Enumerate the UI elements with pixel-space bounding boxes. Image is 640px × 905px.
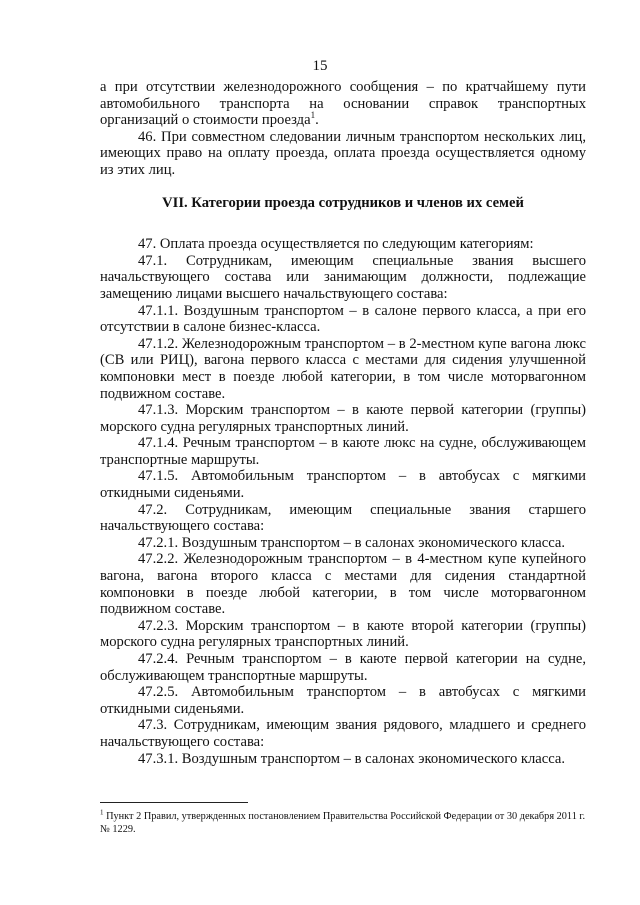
paragraph-47-2-1: 47.2.1. Воздушным транспортом – в салонах экономического класса. bbox=[138, 534, 566, 551]
paragraph-47-3-1: 47.3.1. Воздушным транспортом – в салонах экономического класса. bbox=[138, 750, 566, 767]
paragraph-47-2-4: 47.2.4. Речным транспортом – в каюте первой категории на судне, обслуживающем транспортные маршруты. bbox=[100, 651, 586, 684]
document-body bbox=[100, 79, 586, 767]
paragraph-47: 47. Оплата проезда осуществляется по следующим категориям: bbox=[138, 236, 534, 253]
paragraph-47-1-4: 47.1.4. Речным транспортом – в каюте люкс на судне, обслуживающем транспортные маршруты. bbox=[100, 435, 586, 468]
paragraph-47-1-5: 47.1.5. Автомобильным транспортом – в автобусах с мягкими откидными сиденьями. bbox=[100, 468, 586, 502]
footnote-reference: 1 bbox=[310, 110, 316, 121]
paragraph-text: а при отсутствии железнодорожного сообщения – по кратчайшему пути автомобильного транспорта на основании справок транспортных организаций о стоимости проезда bbox=[100, 79, 586, 129]
paragraph-47-3: 47.3. Сотрудникам, имеющим звания рядового, младшего и среднего начальствующего состава: bbox=[100, 717, 586, 750]
page-number: 15 bbox=[312, 58, 328, 74]
paragraph-47-2: 47.2. Сотрудникам, имеющим специальные звания старшего начальствующего состава: bbox=[100, 501, 586, 535]
paragraph-47-1-1: 47.1.1. Воздушным транспортом – в салоне первого класса, а при его отсутствии в салоне бизнес-класса. bbox=[100, 302, 586, 336]
paragraph-continuation: а при отсутствии железнодорожного сообщения – по кратчайшему пути автомобильного транспорта на основании справок транспортных организаций о стоимости проезда$^1$. bbox=[100, 79, 586, 129]
footnote-marker: 1 bbox=[100, 808, 104, 817]
paragraph-47-2-5: 47.2.5. Автомобильным транспортом – в автобусах с мягкими откидными сиденьями. bbox=[100, 684, 586, 717]
paragraph-47-1: 47.1. Сотрудникам, имеющим специальные звания высшего начальствующего состава или занимающим должности, подлежащие замещению лицами высшего начальствующего состава: bbox=[100, 252, 586, 302]
footnote bbox=[100, 810, 586, 836]
footnote-text: Пункт 2 Правил, утвержденных постановлением Правительства Российской Федерации от 30 декабря 2011 г. № 1229. bbox=[100, 811, 586, 835]
paragraph-46: 46. При совместном следовании личным транспортом нескольких лиц, имеющих право на оплату проезда, оплата проезда осуществляется одному из этих лиц. bbox=[100, 128, 586, 178]
paragraph-47-2-3: 47.2.3. Морским транспортом – в каюте второй категории (группы) морского судна регулярных транспортных линий. bbox=[100, 617, 586, 651]
paragraph-47-1-3: 47.1.3. Морским транспортом – в каюте первой категории (группы) морского судна регулярных транспортных линий. bbox=[100, 402, 586, 435]
section-title: VII. Категории проезда сотрудников и членов их семей bbox=[162, 194, 524, 211]
paragraph-47-1-2: 47.1.2. Железнодорожным транспортом – в 2-местном купе вагона люкс (СВ или РИЦ), вагона первого класса с местами для сидения улучшенной компоновки мест в поезде любой категории, в том числе моторвагонном подвижном составе. bbox=[100, 335, 586, 402]
footnote-divider bbox=[100, 802, 248, 803]
paragraph-47-2-2: 47.2.2. Железнодорожным транспортом – в 4-местном купе купейного вагона, вагона второго класса с местами для сидения стандартной компоновки в поезде любой категории, в том числе моторвагонном подвижном составе. bbox=[100, 551, 586, 618]
